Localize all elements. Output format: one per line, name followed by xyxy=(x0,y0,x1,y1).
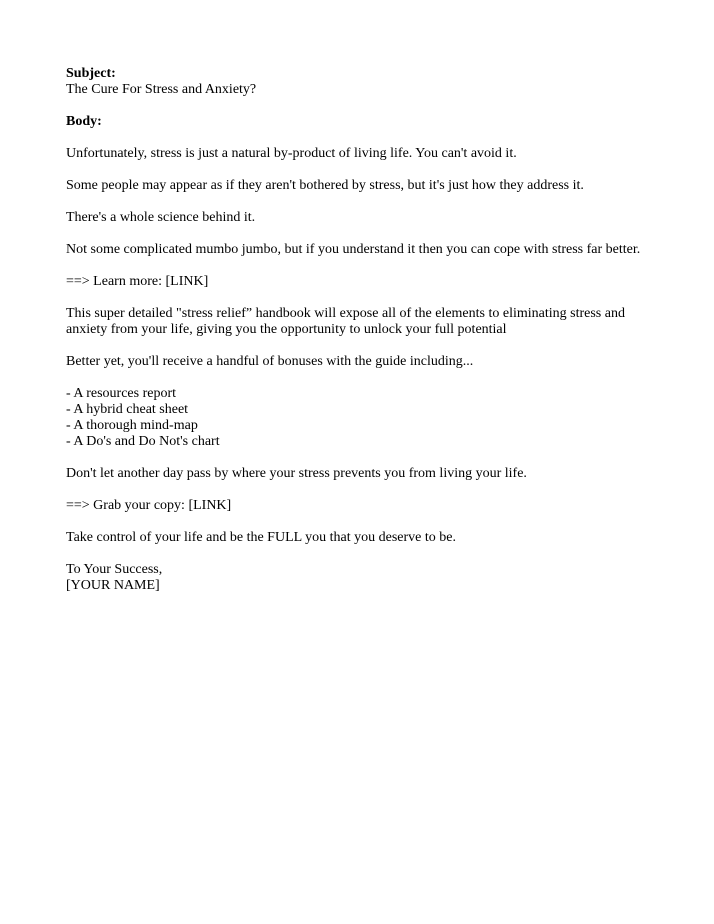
spacer xyxy=(66,482,666,498)
spacer xyxy=(66,226,666,242)
spacer xyxy=(66,514,666,530)
spacer xyxy=(66,194,666,210)
grab-copy-link-line[interactable]: ==> Grab your copy: [LINK] xyxy=(66,498,232,513)
subject-text: The Cure For Stress and Anxiety? xyxy=(66,82,257,97)
paragraph-6: This super detailed "stress relief” handbook will expose all of the elements to eliminating stress and anxiety from your life, giving you the opportunity to unlock your full potential xyxy=(66,306,625,337)
paragraph-2: Some people may appear as if they aren't bothered by stress, but it's just how they address it. xyxy=(66,178,584,193)
bonus-item: - A hybrid cheat sheet xyxy=(66,402,189,417)
learn-more-link-line[interactable]: ==> Learn more: [LINK] xyxy=(66,274,209,289)
spacer xyxy=(66,546,666,562)
spacer xyxy=(66,370,666,386)
sender-name: [YOUR NAME] xyxy=(66,578,160,593)
body-label: Body: xyxy=(66,114,102,129)
bonus-item: - A resources report xyxy=(66,386,177,401)
email-document xyxy=(66,66,666,594)
paragraph-8: Don't let another day pass by where your stress prevents you from living your life. xyxy=(66,466,527,481)
spacer xyxy=(66,258,666,274)
paragraph-10: Take control of your life and be the FULL you that you deserve to be. xyxy=(66,530,456,545)
bonus-item: - A thorough mind-map xyxy=(66,418,198,433)
signoff: To Your Success, xyxy=(66,562,163,577)
spacer xyxy=(66,162,666,178)
paragraph-3: There's a whole science behind it. xyxy=(66,210,256,225)
spacer xyxy=(66,130,666,146)
spacer xyxy=(66,338,666,354)
paragraph-4: Not some complicated mumbo jumbo, but if you understand it then you can cope with stress far better. xyxy=(66,242,641,257)
spacer xyxy=(66,450,666,466)
spacer xyxy=(66,98,666,114)
paragraph-7: Better yet, you'll receive a handful of bonuses with the guide including... xyxy=(66,354,474,369)
paragraph-1: Unfortunately, stress is just a natural by-product of living life. You can't avoid it. xyxy=(66,146,517,161)
subject-label: Subject: xyxy=(66,66,116,81)
spacer xyxy=(66,290,666,306)
bonus-item: - A Do's and Do Not's chart xyxy=(66,434,220,449)
